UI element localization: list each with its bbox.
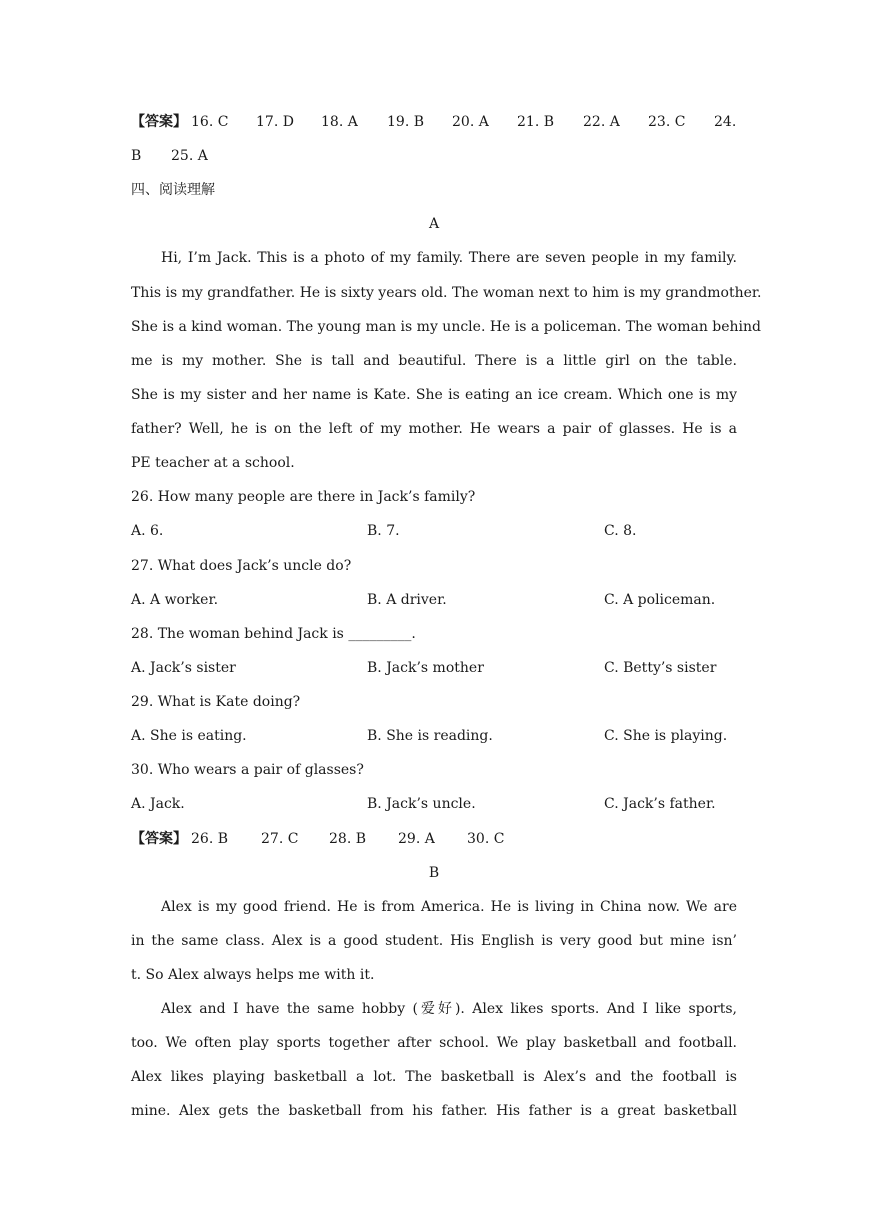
passage-a-line: father? Well, he is on the left of my mother. He wears a pair of glasses. He is a — [131, 421, 737, 437]
answer-item: B — [131, 148, 142, 164]
answer-item: 16. C — [191, 114, 229, 130]
passage-a-title: A — [428, 216, 440, 232]
answer-item: 17. D — [256, 114, 294, 130]
question-26: 26. How many people are there in Jack’s family? — [131, 489, 476, 505]
answer-label: 【答案】 — [131, 114, 187, 130]
option-b: B. Jack’s mother — [367, 660, 484, 676]
answer-item: 21. B — [517, 114, 555, 130]
option-c: C. A policeman. — [604, 592, 716, 608]
passage-b-line: Alex is my good friend. He is from America. He is living in China now. We are — [161, 899, 737, 915]
option-b: B. A driver. — [367, 592, 447, 608]
option-b: B. She is reading. — [367, 728, 493, 744]
question-27: 27. What does Jack’s uncle do? — [131, 558, 352, 574]
option-c: C. Betty’s sister — [604, 660, 717, 676]
answer-label: 【答案】 — [131, 831, 187, 847]
answer-item: 27. C — [261, 831, 299, 847]
answer-item: 28. B — [329, 831, 367, 847]
passage-b-line: Alex and I have the same hobby (爱好). Alex likes sports. And I like sports, — [161, 1001, 737, 1017]
option-b: B. 7. — [367, 523, 400, 539]
answer-item: 29. A — [398, 831, 435, 847]
answer-item: 25. A — [171, 148, 208, 164]
passage-b-line: Alex likes playing basketball a lot. The basketball is Alex’s and the football is — [131, 1069, 737, 1085]
passage-b-title: B — [428, 865, 440, 881]
answer-item: 26. B — [191, 831, 229, 847]
question-28: 28. The woman behind Jack is _________. — [131, 626, 416, 642]
answer-item: 24. — [714, 114, 737, 130]
answer-item: 20. A — [452, 114, 489, 130]
answer-item: 19. B — [387, 114, 425, 130]
passage-b-line: too. We often play sports together after school. We play basketball and football. — [131, 1035, 737, 1051]
option-a: A. 6. — [131, 523, 164, 539]
question-29: 29. What is Kate doing? — [131, 694, 301, 710]
answer-item: 18. A — [321, 114, 358, 130]
passage-a-line: She is my sister and her name is Kate. She is eating an ice cream. Which one is my — [131, 387, 737, 403]
question-30: 30. Who wears a pair of glasses? — [131, 762, 364, 778]
option-a: A. A worker. — [131, 592, 219, 608]
option-a: A. Jack’s sister — [131, 660, 236, 676]
passage-b-line: t. So Alex always helps me with it. — [131, 967, 375, 983]
option-c: C. She is playing. — [604, 728, 728, 744]
passage-a-line: me is my mother. She is tall and beautiful. There is a little girl on the table. — [131, 353, 737, 369]
option-a: A. Jack. — [131, 796, 185, 812]
passage-b-line: in the same class. Alex is a good student. His English is very good but mine isn’ — [131, 933, 737, 949]
answer-item: 22. A — [583, 114, 620, 130]
passage-a-line: PE teacher at a school. — [131, 455, 295, 471]
option-b: B. Jack’s uncle. — [367, 796, 476, 812]
answer-item: 30. C — [467, 831, 505, 847]
passage-a-line: Hi, I’m Jack. This is a photo of my family. There are seven people in my family. — [161, 250, 737, 266]
section-heading: 四、阅读理解 — [131, 182, 215, 198]
passage-a-line: She is a kind woman. The young man is my uncle. He is a policeman. The woman behind — [131, 319, 762, 335]
passage-a-line: This is my grandfather. He is sixty years old. The woman next to him is my grandmother. — [131, 285, 762, 301]
option-a: A. She is eating. — [131, 728, 247, 744]
passage-b-line: mine. Alex gets the basketball from his father. His father is a great basketball — [131, 1103, 737, 1119]
option-c: C. Jack’s father. — [604, 796, 716, 812]
answer-item: 23. C — [648, 114, 686, 130]
option-c: C. 8. — [604, 523, 637, 539]
